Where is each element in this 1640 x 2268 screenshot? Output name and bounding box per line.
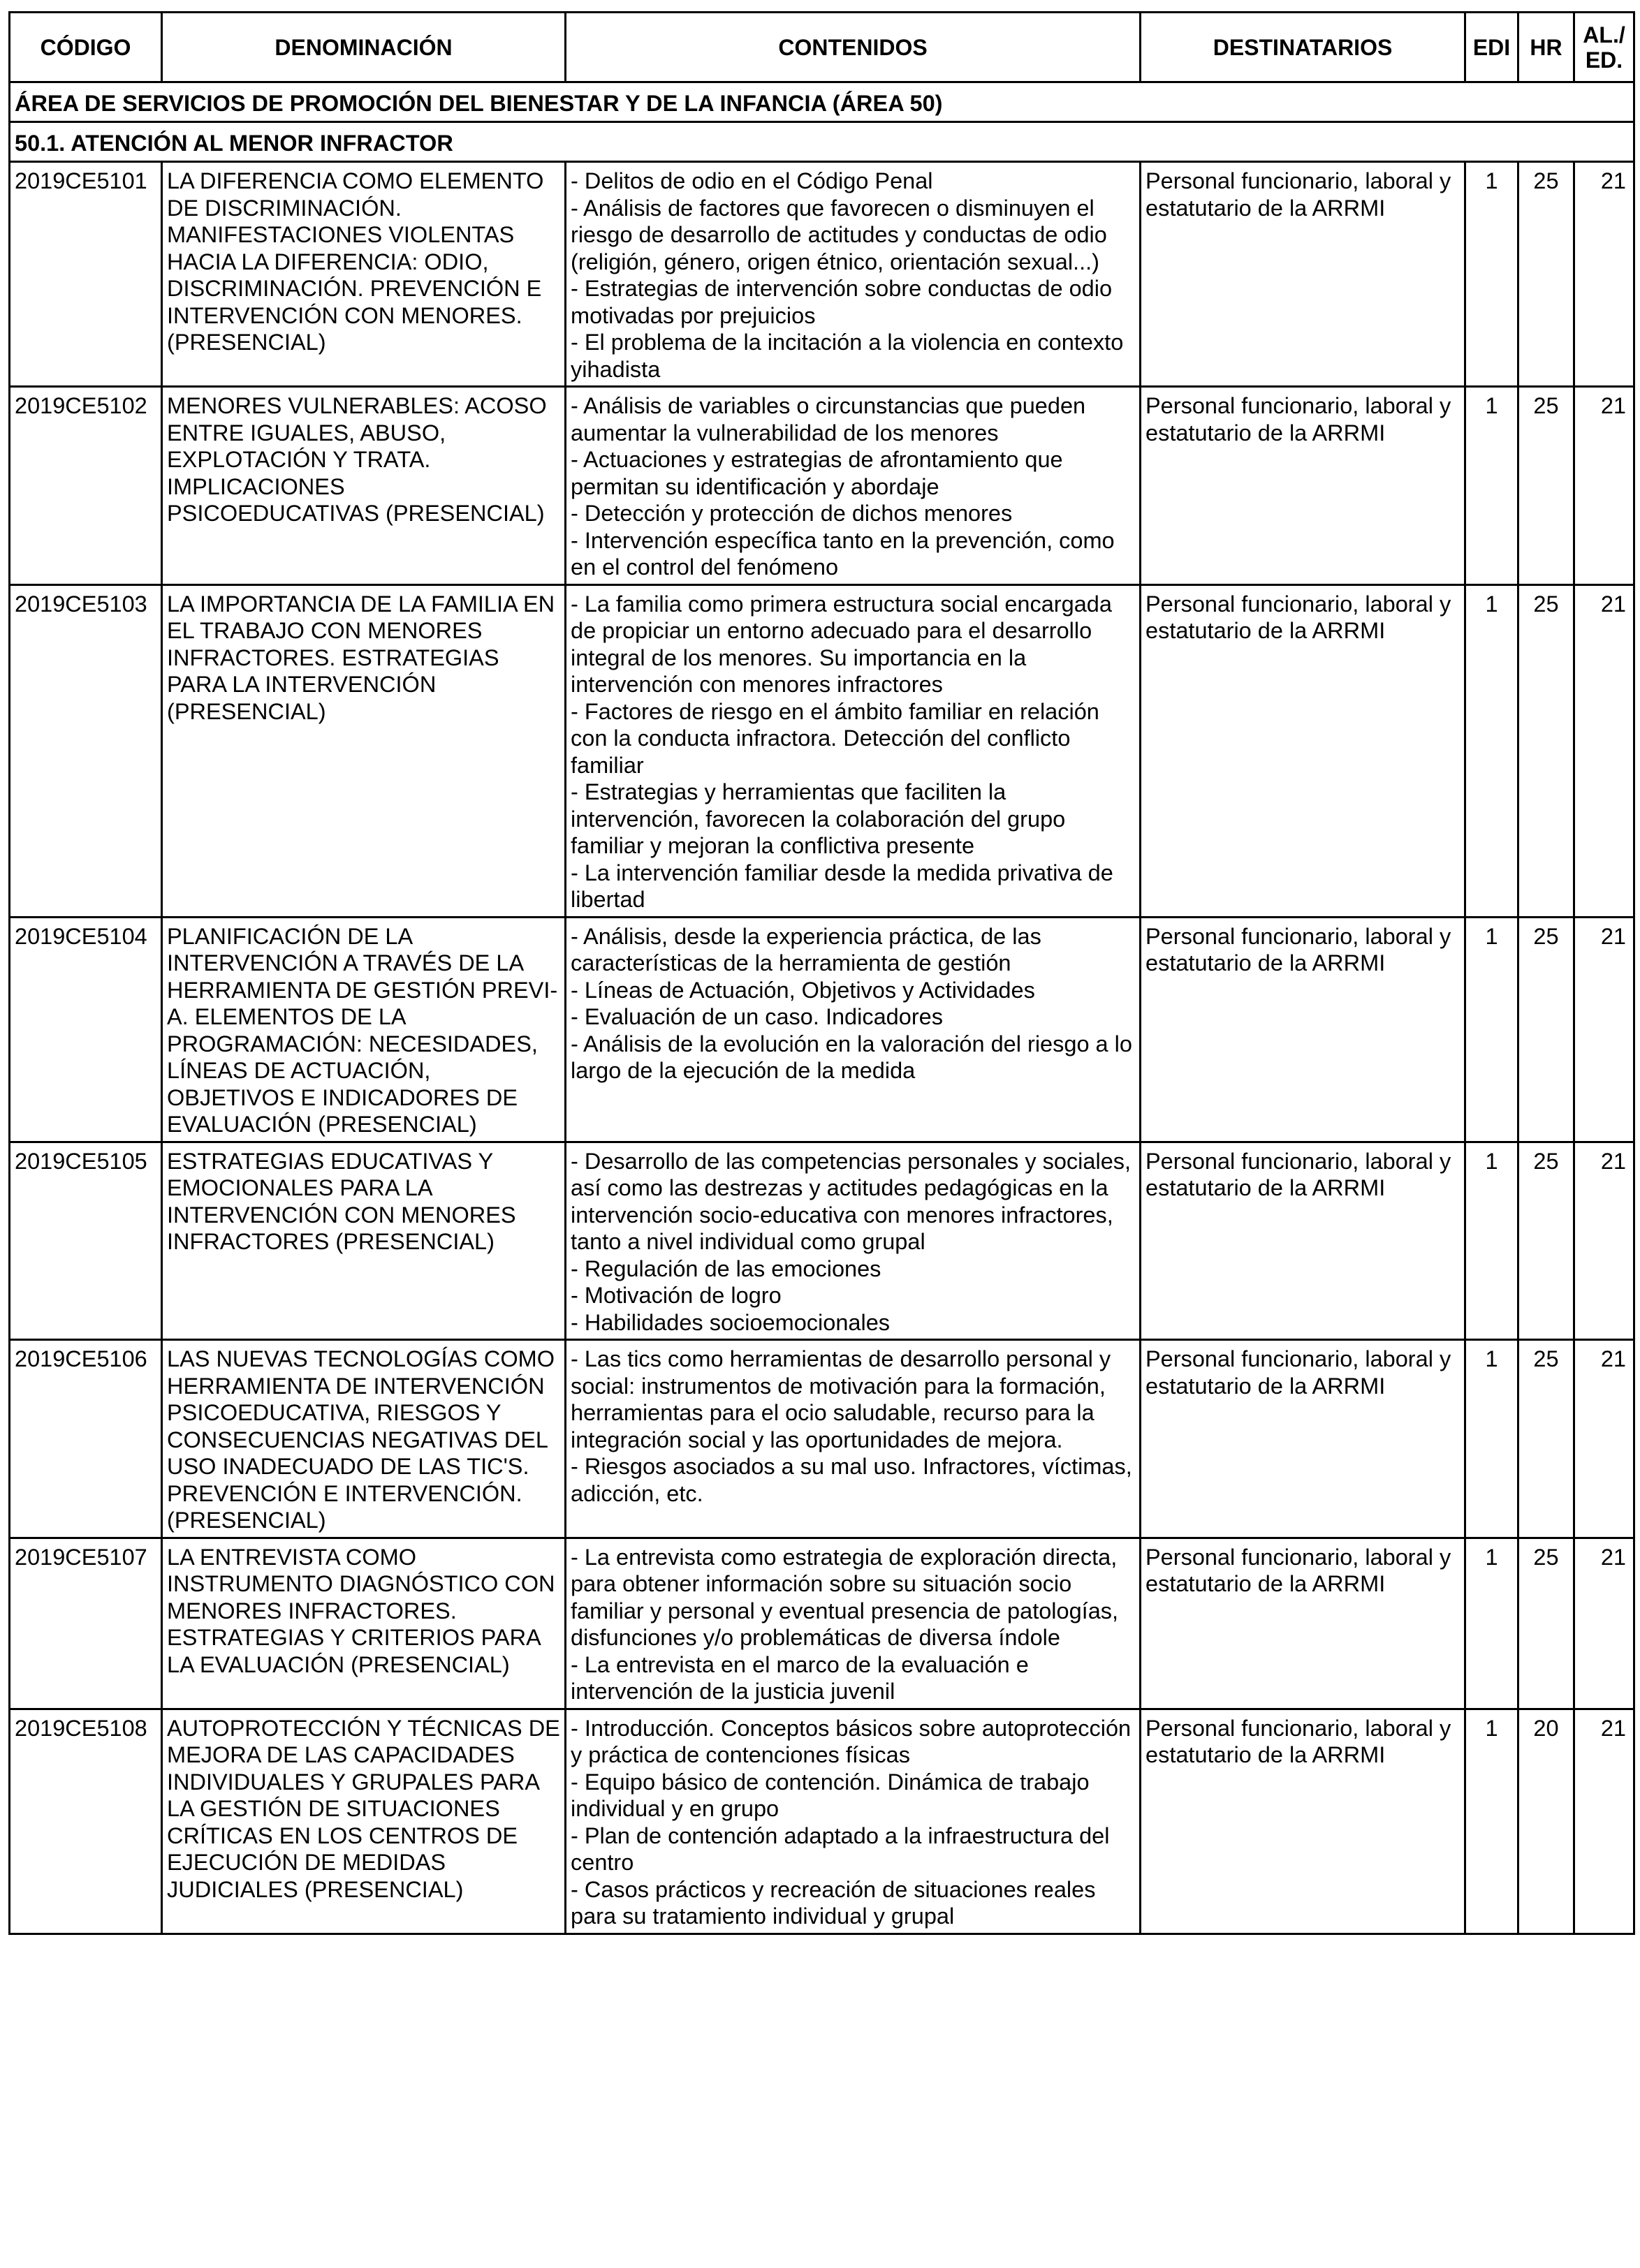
contenido-item: - Análisis, desde la experiencia práctica, de las características de la herramienta de gestión bbox=[571, 923, 1048, 975]
edi-cell: 1 bbox=[1465, 162, 1518, 387]
contenido-item: - Evaluación de un caso. Indicadores bbox=[571, 1004, 943, 1029]
contenido-item: - La entrevista en el marco de la evaluación e intervención de la justicia juvenil bbox=[571, 1651, 1035, 1704]
header-al-ed: AL./ ED. bbox=[1574, 13, 1634, 82]
contenidos-cell bbox=[566, 162, 1141, 387]
subarea-row bbox=[10, 122, 1634, 162]
contenido-item: - Estrategias y herramientas que faciliten la intervención, favorecen la colaboración del grupo familiar y mejoran la conflictiva presente bbox=[571, 779, 1072, 858]
contenido-item: - La intervención familiar desde la medida privativa de libertad bbox=[571, 860, 1120, 912]
contenido-item: - Equipo básico de contención. Dinámica de trabajo individual y en grupo bbox=[571, 1769, 1096, 1821]
contenido-item: - La entrevista como estrategia de exploración directa, para obtener información sobre su situación socio familiar y personal y eventual presencia de patologías, disfunciones y/o problemáticas de diversa índole bbox=[571, 1544, 1125, 1650]
contenido-item: - Motivación de logro bbox=[571, 1283, 782, 1308]
destinatarios-cell: Personal funcionario, laboral y estatutario de la ARRMI bbox=[1141, 584, 1465, 917]
contenidos-cell bbox=[566, 584, 1141, 917]
contenidos-cell bbox=[566, 387, 1141, 585]
contenido-item: - Líneas de Actuación, Objetivos y Actividades bbox=[571, 977, 1035, 1003]
contenido-item: - Desarrollo de las competencias personales y sociales, así como las destrezas y actitudes pedagógicas en la intervención socio-educativa con menores infractores, tanto a nivel individual como grupal bbox=[571, 1148, 1138, 1254]
header-hr: HR bbox=[1518, 13, 1574, 82]
codigo-cell: 2019CE5108 bbox=[10, 1709, 162, 1934]
table-row bbox=[10, 1538, 1634, 1709]
table-row bbox=[10, 387, 1634, 585]
header-codigo: CÓDIGO bbox=[10, 13, 162, 82]
destinatarios-cell: Personal funcionario, laboral y estatutario de la ARRMI bbox=[1141, 917, 1465, 1142]
hr-cell: 25 bbox=[1518, 1538, 1574, 1709]
hr-cell: 25 bbox=[1518, 1340, 1574, 1538]
contenido-item: - Plan de contención adaptado a la infraestructura del centro bbox=[571, 1822, 1116, 1875]
contenido-item: - Análisis de factores que favorecen o disminuyen el riesgo de desarrollo de actitudes y conductas de odio (religión, género, origen étnico, orientación sexual...) bbox=[571, 195, 1113, 274]
codigo-cell: 2019CE5101 bbox=[10, 162, 162, 387]
edi-cell: 1 bbox=[1465, 387, 1518, 585]
contenido-item: - Las tics como herramientas de desarrollo personal y social: instrumentos de motivación para la formación, herramientas para el ocio saludable, recurso para la integración social y las oportunidades de mejora. bbox=[571, 1346, 1118, 1452]
courses-table bbox=[8, 11, 1635, 1935]
codigo-cell: 2019CE5103 bbox=[10, 584, 162, 917]
contenido-item: - Estrategias de intervención sobre conductas de odio motivadas por prejuicios bbox=[571, 276, 1119, 328]
destinatarios-cell: Personal funcionario, laboral y estatutario de la ARRMI bbox=[1141, 1340, 1465, 1538]
contenidos-cell bbox=[566, 1142, 1141, 1340]
codigo-cell: 2019CE5104 bbox=[10, 917, 162, 1142]
area-title: ÁREA DE SERVICIOS DE PROMOCIÓN DEL BIENESTAR Y DE LA INFANCIA (ÁREA 50) bbox=[10, 82, 1634, 122]
codigo-cell: 2019CE5102 bbox=[10, 387, 162, 585]
edi-cell: 1 bbox=[1465, 917, 1518, 1142]
codigo-cell: 2019CE5106 bbox=[10, 1340, 162, 1538]
al-ed-cell: 21 bbox=[1574, 387, 1634, 585]
area-row bbox=[10, 82, 1634, 122]
denominacion-cell: MENORES VULNERABLES: ACOSO ENTRE IGUALES, ABUSO, EXPLOTACIÓN Y TRATA. IMPLICACIONES PSICOEDUCATIVAS (PRESENCIAL) bbox=[162, 387, 566, 585]
al-ed-cell: 21 bbox=[1574, 1538, 1634, 1709]
contenido-item: - Actuaciones y estrategias de afrontamiento que permitan su identificación y abordaje bbox=[571, 447, 1069, 499]
contenidos-cell bbox=[566, 917, 1141, 1142]
denominacion-cell: LA DIFERENCIA COMO ELEMENTO DE DISCRIMINACIÓN. MANIFESTACIONES VIOLENTAS HACIA LA DIFERENCIA: ODIO, DISCRIMINACIÓN. PREVENCIÓN E INTERVENCIÓN CON MENORES. (PRESENCIAL) bbox=[162, 162, 566, 387]
hr-cell: 25 bbox=[1518, 162, 1574, 387]
denominacion-cell: LAS NUEVAS TECNOLOGÍAS COMO HERRAMIENTA DE INTERVENCIÓN PSICOEDUCATIVA, RIESGOS Y CONSECUENCIAS NEGATIVAS DEL USO INADECUADO DE LAS TIC'S. PREVENCIÓN E INTERVENCIÓN. (PRESENCIAL) bbox=[162, 1340, 566, 1538]
contenidos-cell bbox=[566, 1709, 1141, 1934]
contenido-item: - Factores de riesgo en el ámbito familiar en relación con la conducta infractora. Detección del conflicto familiar bbox=[571, 698, 1106, 778]
contenido-item: - Análisis de la evolución en la valoración del riesgo a lo largo de la ejecución de la medida bbox=[571, 1031, 1139, 1083]
contenido-item: - Regulación de las emociones bbox=[571, 1256, 881, 1281]
contenido-item: - Habilidades socioemocionales bbox=[571, 1309, 891, 1335]
table-row bbox=[10, 162, 1634, 387]
hr-cell: 20 bbox=[1518, 1709, 1574, 1934]
contenido-item: - El problema de la incitación a la violencia en contexto yihadista bbox=[571, 330, 1130, 382]
contenido-item: - Casos prácticos y recreación de situaciones reales para su tratamiento individual y grupal bbox=[571, 1876, 1102, 1929]
table-row bbox=[10, 917, 1634, 1142]
al-ed-cell: 21 bbox=[1574, 917, 1634, 1142]
contenido-item: - Intervención específica tanto en la prevención, como en el control del fenómeno bbox=[571, 527, 1121, 580]
denominacion-cell: LA ENTREVISTA COMO INSTRUMENTO DIAGNÓSTICO CON MENORES INFRACTORES. ESTRATEGIAS Y CRITERIOS PARA LA EVALUACIÓN (PRESENCIAL) bbox=[162, 1538, 566, 1709]
codigo-cell: 2019CE5107 bbox=[10, 1538, 162, 1709]
contenido-item: - Introducción. Conceptos básicos sobre autoprotección y práctica de contenciones físicas bbox=[571, 1715, 1138, 1767]
edi-cell: 1 bbox=[1465, 584, 1518, 917]
hr-cell: 25 bbox=[1518, 387, 1574, 585]
table-row bbox=[10, 1709, 1634, 1934]
edi-cell: 1 bbox=[1465, 1709, 1518, 1934]
hr-cell: 25 bbox=[1518, 917, 1574, 1142]
destinatarios-cell: Personal funcionario, laboral y estatutario de la ARRMI bbox=[1141, 1709, 1465, 1934]
table-row bbox=[10, 1340, 1634, 1538]
denominacion-cell: AUTOPROTECCIÓN Y TÉCNICAS DE MEJORA DE LAS CAPACIDADES INDIVIDUALES Y GRUPALES PARA LA GESTIÓN DE SITUACIONES CRÍTICAS EN LOS CENTROS DE EJECUCIÓN DE MEDIDAS JUDICIALES (PRESENCIAL) bbox=[162, 1709, 566, 1934]
destinatarios-cell: Personal funcionario, laboral y estatutario de la ARRMI bbox=[1141, 387, 1465, 585]
header-denominacion: DENOMINACIÓN bbox=[162, 13, 566, 82]
denominacion-cell: LA IMPORTANCIA DE LA FAMILIA EN EL TRABAJO CON MENORES INFRACTORES. ESTRATEGIAS PARA LA INTERVENCIÓN (PRESENCIAL) bbox=[162, 584, 566, 917]
contenidos-cell bbox=[566, 1340, 1141, 1538]
table-row bbox=[10, 1142, 1634, 1340]
contenido-item: - Riesgos asociados a su mal uso. Infractores, víctimas, adicción, etc. bbox=[571, 1454, 1139, 1506]
header-edi: EDI bbox=[1465, 13, 1518, 82]
contenidos-cell bbox=[566, 1538, 1141, 1709]
edi-cell: 1 bbox=[1465, 1538, 1518, 1709]
contenido-item: - Análisis de variables o circunstancias que pueden aumentar la vulnerabilidad de los menores bbox=[571, 393, 1092, 446]
hr-cell: 25 bbox=[1518, 584, 1574, 917]
contenido-item: - La familia como primera estructura social encargada de propiciar un entorno adecuado para el desarrollo integral de los menores. Su importancia en la intervención con menores infractores bbox=[571, 591, 1118, 697]
header-contenidos: CONTENIDOS bbox=[566, 13, 1141, 82]
subarea-title: 50.1. ATENCIÓN AL MENOR INFRACTOR bbox=[10, 122, 1634, 162]
al-ed-cell: 21 bbox=[1574, 1340, 1634, 1538]
edi-cell: 1 bbox=[1465, 1340, 1518, 1538]
destinatarios-cell: Personal funcionario, laboral y estatutario de la ARRMI bbox=[1141, 1142, 1465, 1340]
destinatarios-cell: Personal funcionario, laboral y estatutario de la ARRMI bbox=[1141, 1538, 1465, 1709]
header-destinatarios: DESTINATARIOS bbox=[1141, 13, 1465, 82]
table-row bbox=[10, 584, 1634, 917]
al-ed-cell: 21 bbox=[1574, 1142, 1634, 1340]
al-ed-cell: 21 bbox=[1574, 1709, 1634, 1934]
contenido-item: - Detección y protección de dichos menores bbox=[571, 501, 1013, 526]
contenido-item: - Delitos de odio en el Código Penal bbox=[571, 168, 933, 193]
al-ed-cell: 21 bbox=[1574, 162, 1634, 387]
hr-cell: 25 bbox=[1518, 1142, 1574, 1340]
destinatarios-cell: Personal funcionario, laboral y estatutario de la ARRMI bbox=[1141, 162, 1465, 387]
al-ed-cell: 21 bbox=[1574, 584, 1634, 917]
edi-cell: 1 bbox=[1465, 1142, 1518, 1340]
denominacion-cell: ESTRATEGIAS EDUCATIVAS Y EMOCIONALES PARA LA INTERVENCIÓN CON MENORES INFRACTORES (PRESENCIAL) bbox=[162, 1142, 566, 1340]
codigo-cell: 2019CE5105 bbox=[10, 1142, 162, 1340]
header-row bbox=[10, 13, 1634, 82]
denominacion-cell: PLANIFICACIÓN DE LA INTERVENCIÓN A TRAVÉS DE LA HERRAMIENTA DE GESTIÓN PREVI-A. ELEMENTOS DE LA PROGRAMACIÓN: NECESIDADES, LÍNEAS DE ACTUACIÓN, OBJETIVOS E INDICADORES DE EVALUACIÓN (PRESENCIAL) bbox=[162, 917, 566, 1142]
